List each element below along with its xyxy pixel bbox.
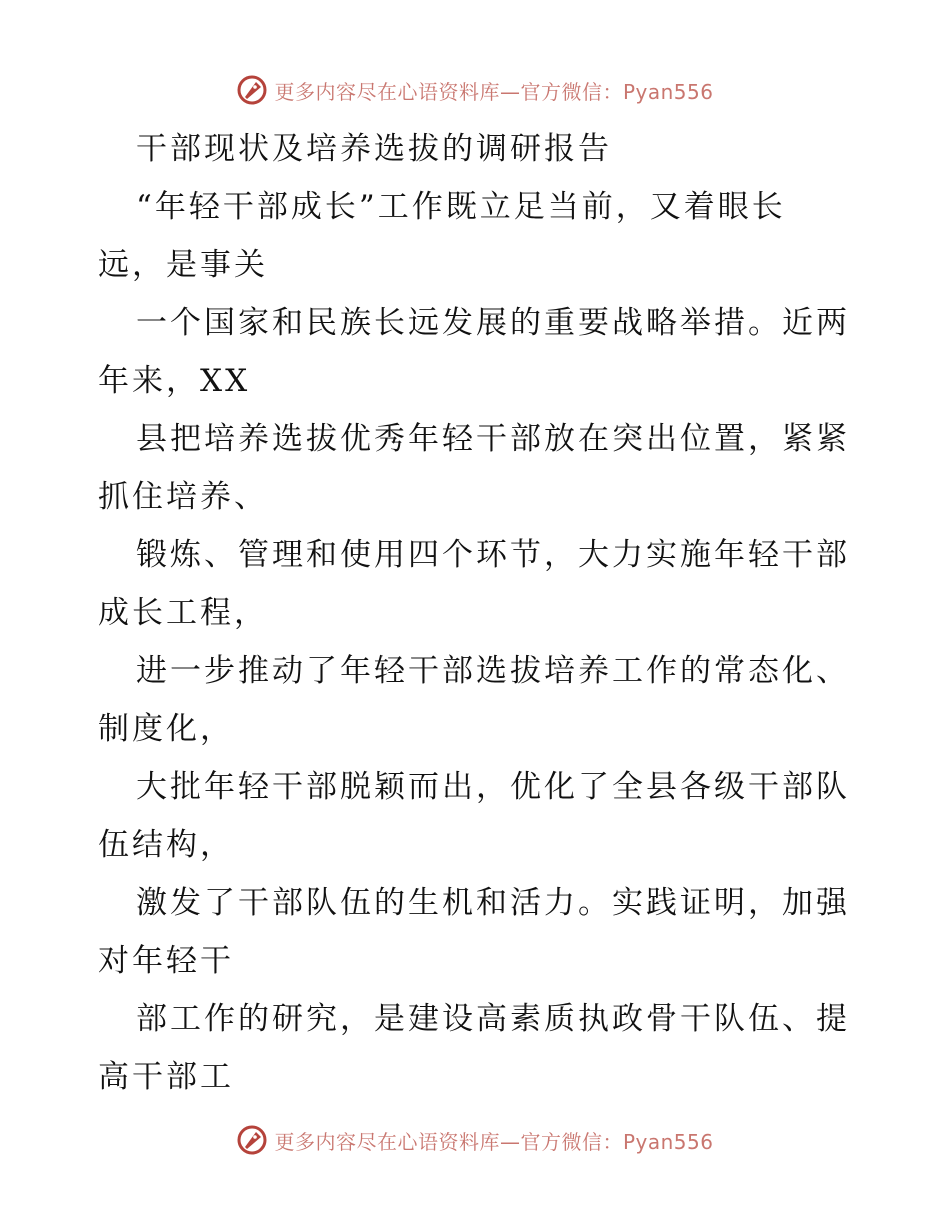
- text-line: 伍结构，: [98, 827, 234, 863]
- text-line: “年轻干部成长”工作既立足当前，又着眼长: [136, 189, 786, 225]
- header-banner-text: 更多内容尽在心语资料库—官方微信：Pyan556: [274, 79, 714, 104]
- text-line: 进一步推动了年轻干部选拔培养工作的常态化、: [136, 653, 850, 689]
- text-line: 县把培养选拔优秀年轻干部放在突出位置，紧紧: [136, 421, 850, 457]
- text-line: 锻炼、管理和使用四个环节，大力实施年轻干部: [136, 537, 850, 573]
- text-line: 远，是事关: [98, 247, 268, 283]
- footer-banner-text: 更多内容尽在心语资料库—官方微信：Pyan556: [274, 1129, 714, 1154]
- text-line: 一个国家和民族长远发展的重要战略举措。近两: [136, 305, 850, 341]
- text-line: 部工作的研究，是建设高素质执政骨干队伍、提: [136, 1001, 850, 1037]
- text-line: 大批年轻干部脱颖而出，优化了全县各级干部队: [136, 769, 850, 805]
- text-line: 抓住培养、: [98, 479, 268, 515]
- text-line: 激发了干部队伍的生机和活力。实践证明，加强: [136, 885, 850, 921]
- pen-nib-logo-icon: [236, 1124, 268, 1156]
- document-body: [98, 120, 858, 1106]
- text-line: 对年轻干: [98, 943, 234, 979]
- header-banner: [0, 70, 950, 110]
- text-line: 年来，XX: [98, 363, 251, 399]
- text-line: 制度化，: [98, 711, 234, 747]
- footer-banner: [0, 1120, 950, 1160]
- pen-nib-logo-icon: [236, 74, 268, 106]
- document-title: 干部现状及培养选拔的调研报告: [136, 131, 612, 167]
- text-line: 高干部工: [98, 1059, 234, 1095]
- text-line: 成长工程，: [98, 595, 268, 631]
